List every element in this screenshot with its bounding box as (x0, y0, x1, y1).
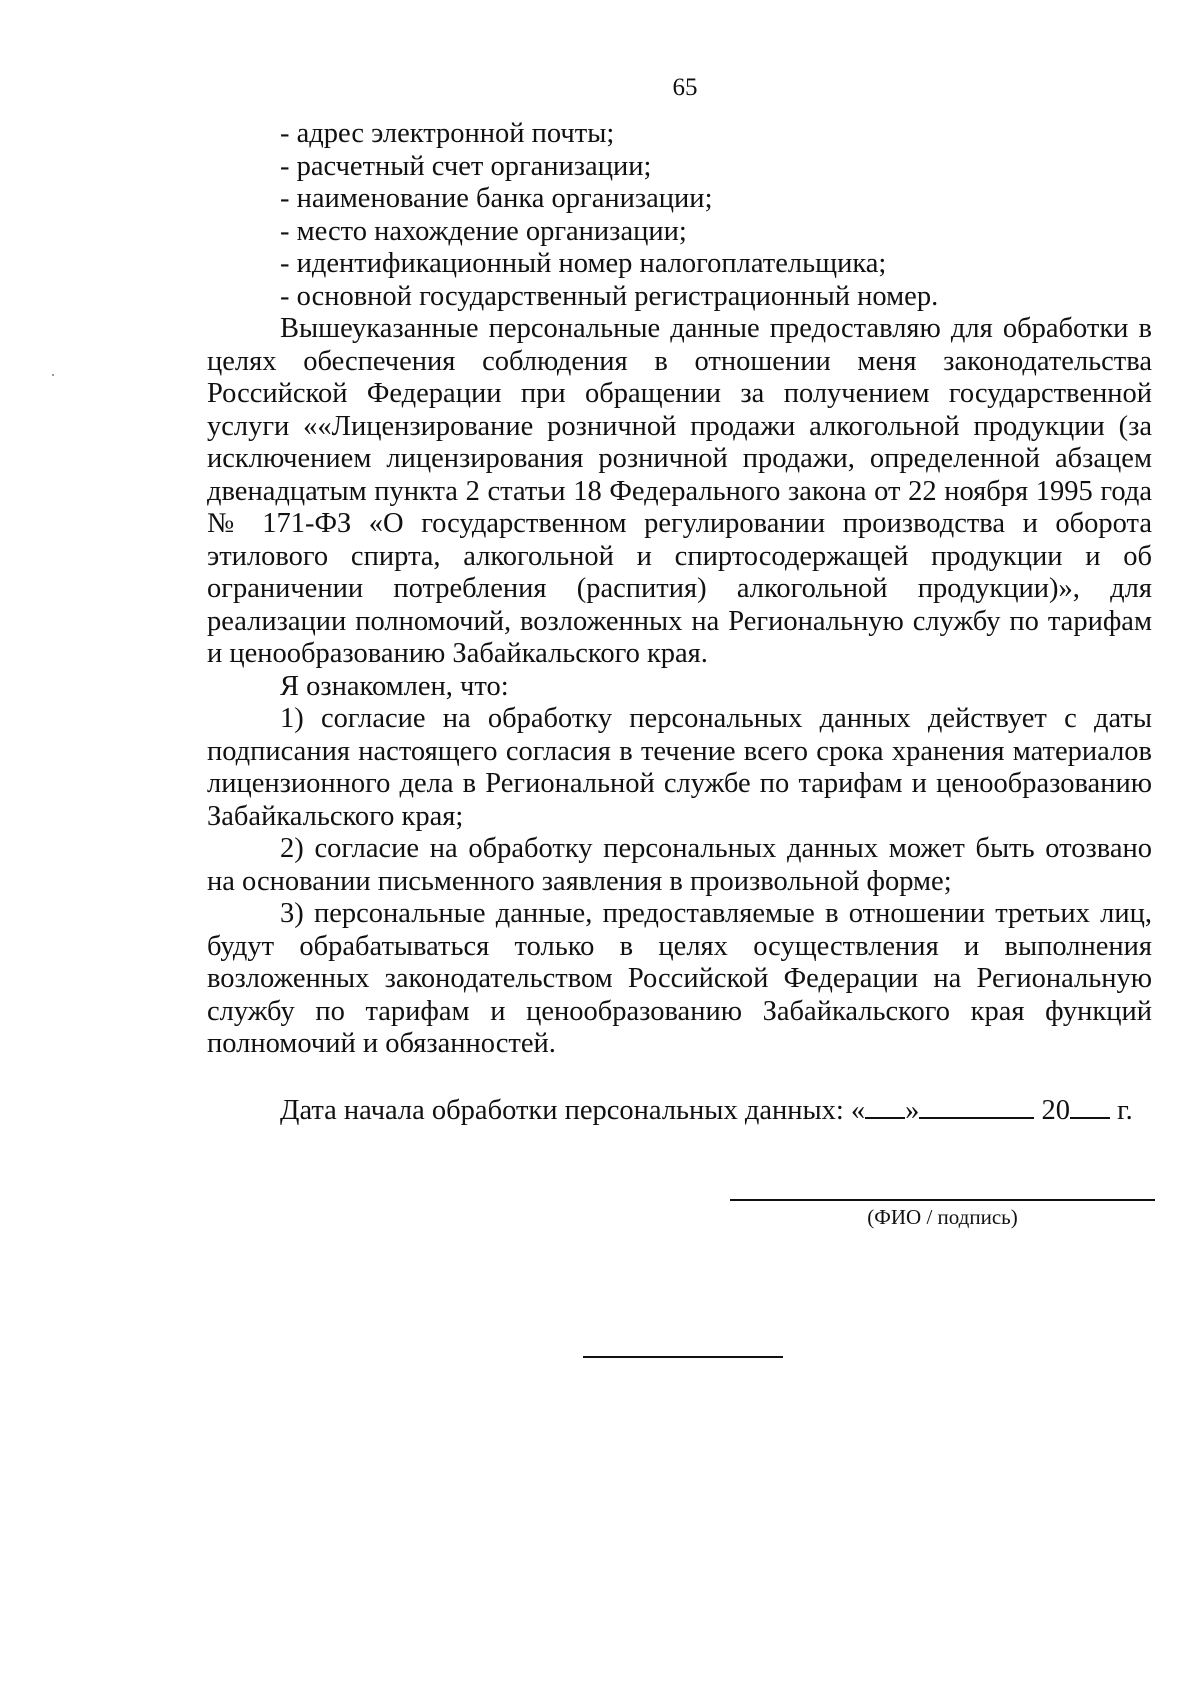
clause-3: 3) персональные данные, предоставляемые в отношении третьих лиц, будут обрабатываться только в целях осуществления и выполнения возложенных законодательством Российской Федерации на Региональную службу по тарифам и ценообразованию Забайкальского края функций полномочий и обязанностей. (207, 898, 1152, 1059)
start-date-line (207, 1093, 1152, 1128)
list-item: - идентификационный номер налогоплательщика; (280, 248, 887, 279)
signature-line[interactable] (730, 1199, 1155, 1201)
document-body (207, 118, 1152, 1127)
clause-1: 1) согласие на обработку персональных данных действует с даты подписания настоящего согласия в течение всего срока хранения материалов лицензионного дела в Региональной службе по тарифам и ценообразованию Забайкальского края; (207, 703, 1152, 832)
list-item: - основной государственный регистрационный номер. (280, 280, 939, 312)
personal-data-list (207, 118, 1152, 313)
start-date-label: Дата начала обработки персональных данных: « (280, 1094, 866, 1126)
acknowledgement-heading: Я ознакомлен, что: (280, 670, 509, 702)
year-suffix: г. (1117, 1094, 1133, 1126)
list-item: - расчетный счет организации; (280, 150, 652, 182)
list-item: - место нахождение организации; (280, 215, 687, 247)
scan-speck (52, 374, 54, 376)
year-prefix: 20 (1041, 1094, 1071, 1126)
list-item: - наименование банка организации; (280, 183, 713, 214)
year-blank-field[interactable] (1070, 1093, 1110, 1119)
close-quote: » (905, 1094, 920, 1126)
clause-2: 2) согласие на обработку персональных данных может быть отозвано на основании письменного заявления в произвольной форме; (207, 833, 1152, 897)
month-blank-field[interactable] (919, 1093, 1034, 1119)
end-of-document-rule (583, 1356, 783, 1358)
purpose-paragraph: Вышеуказанные персональные данные предоставляю для обработки в целях обеспечения соблюдения в отношении меня законодательства Российской Федерации при обращении за получением государственной услуги ««Лицензирование розничной продажи алкогольной продукции (за исключением лицензирования розничной продажи, определенной абзацем двенадцатым пункта 2 статьи 18 Федерального закона от 22 ноября 1995 года № 171-ФЗ «О государственном регулировании производства и оборота этилового спирта, алкогольной и спиртосодержащей продукции и об ограничении потребления (распития) алкогольной продукции)», для реализации полномочий, возложенных на Региональную службу по тарифам и ценообразованию Забайкальского края. (207, 313, 1152, 669)
day-blank-field[interactable] (865, 1093, 905, 1119)
signature-caption: (ФИО / подпись) (867, 1205, 1018, 1229)
page-number: 65 (672, 74, 698, 101)
list-item: - адрес электронной почты; (280, 118, 615, 149)
